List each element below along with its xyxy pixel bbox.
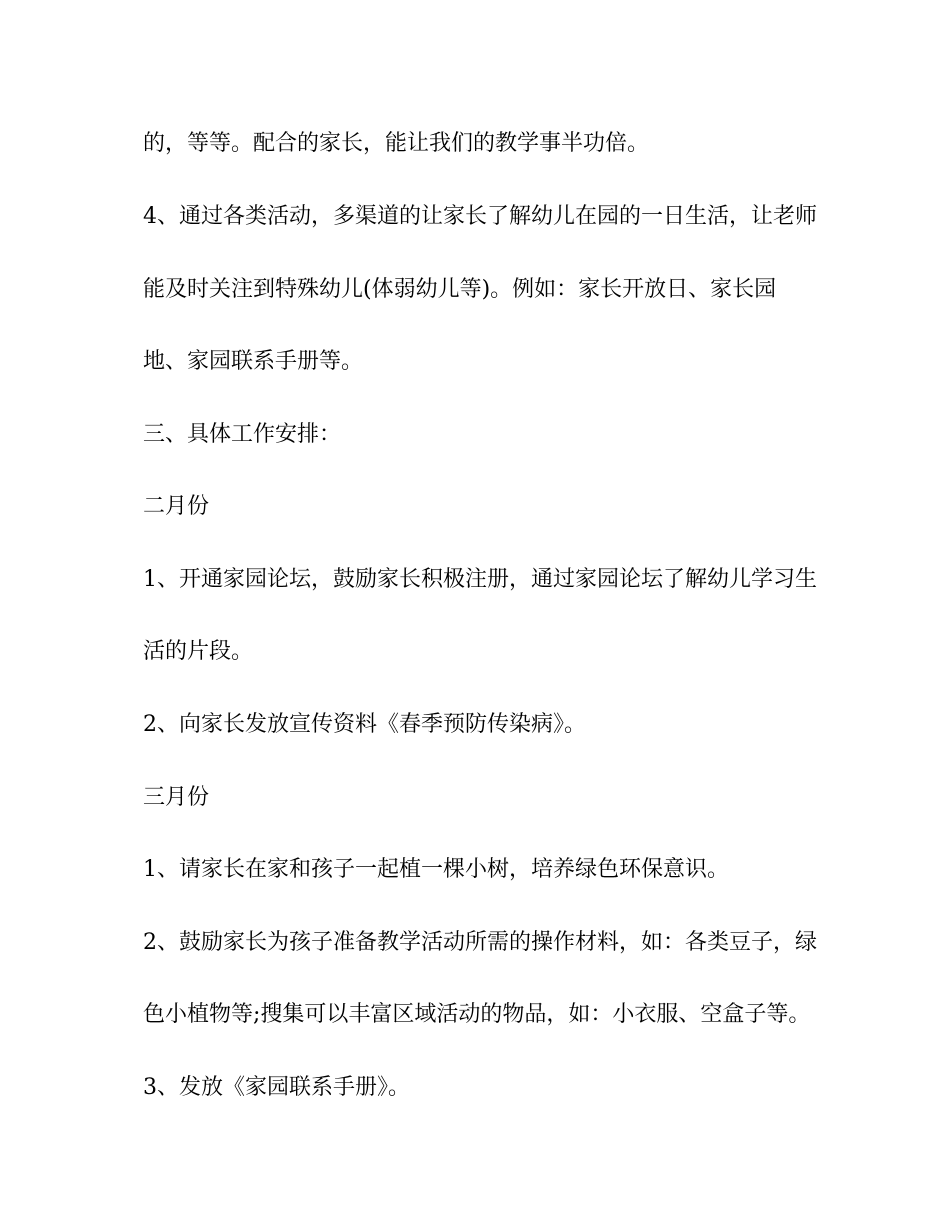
paragraph-line: 地、家园联系手册等。 (143, 349, 364, 374)
paragraph-line: 的，等等。配合的家长，能让我们的教学事半功倍。 (143, 131, 650, 156)
paragraph-line: 能及时关注到特殊幼儿(体弱幼儿等)。例如：家长开放日、家长园 (143, 277, 777, 302)
paragraph-line: 4、通过各类活动，多渠道的让家长了解幼儿在园的一日生活，让老师 (143, 204, 817, 229)
paragraph-line: 1、请家长在家和孩子一起植一棵小树，培养绿色环保意识。 (143, 857, 729, 882)
section-heading: 三、具体工作安排： (143, 422, 342, 447)
paragraph-line: 色小植物等;搜集可以丰富区域活动的物品，如：小衣服、空盒子等。 (143, 1002, 811, 1027)
month-heading: 三月份 (143, 785, 210, 810)
paragraph-line: 1、开通家园论坛，鼓励家长积极注册，通过家园论坛了解幼儿学习生 (143, 567, 817, 592)
paragraph-line: 2、向家长发放宣传资料《春季预防传染病》。 (143, 712, 586, 737)
month-heading: 二月份 (143, 494, 210, 519)
paragraph-line: 3、发放《家园联系手册》。 (143, 1075, 410, 1100)
paragraph-line: 2、鼓励家长为孩子准备教学活动所需的操作材料，如：各类豆子，绿 (143, 930, 817, 955)
paragraph-line: 活的片段。 (143, 639, 254, 664)
